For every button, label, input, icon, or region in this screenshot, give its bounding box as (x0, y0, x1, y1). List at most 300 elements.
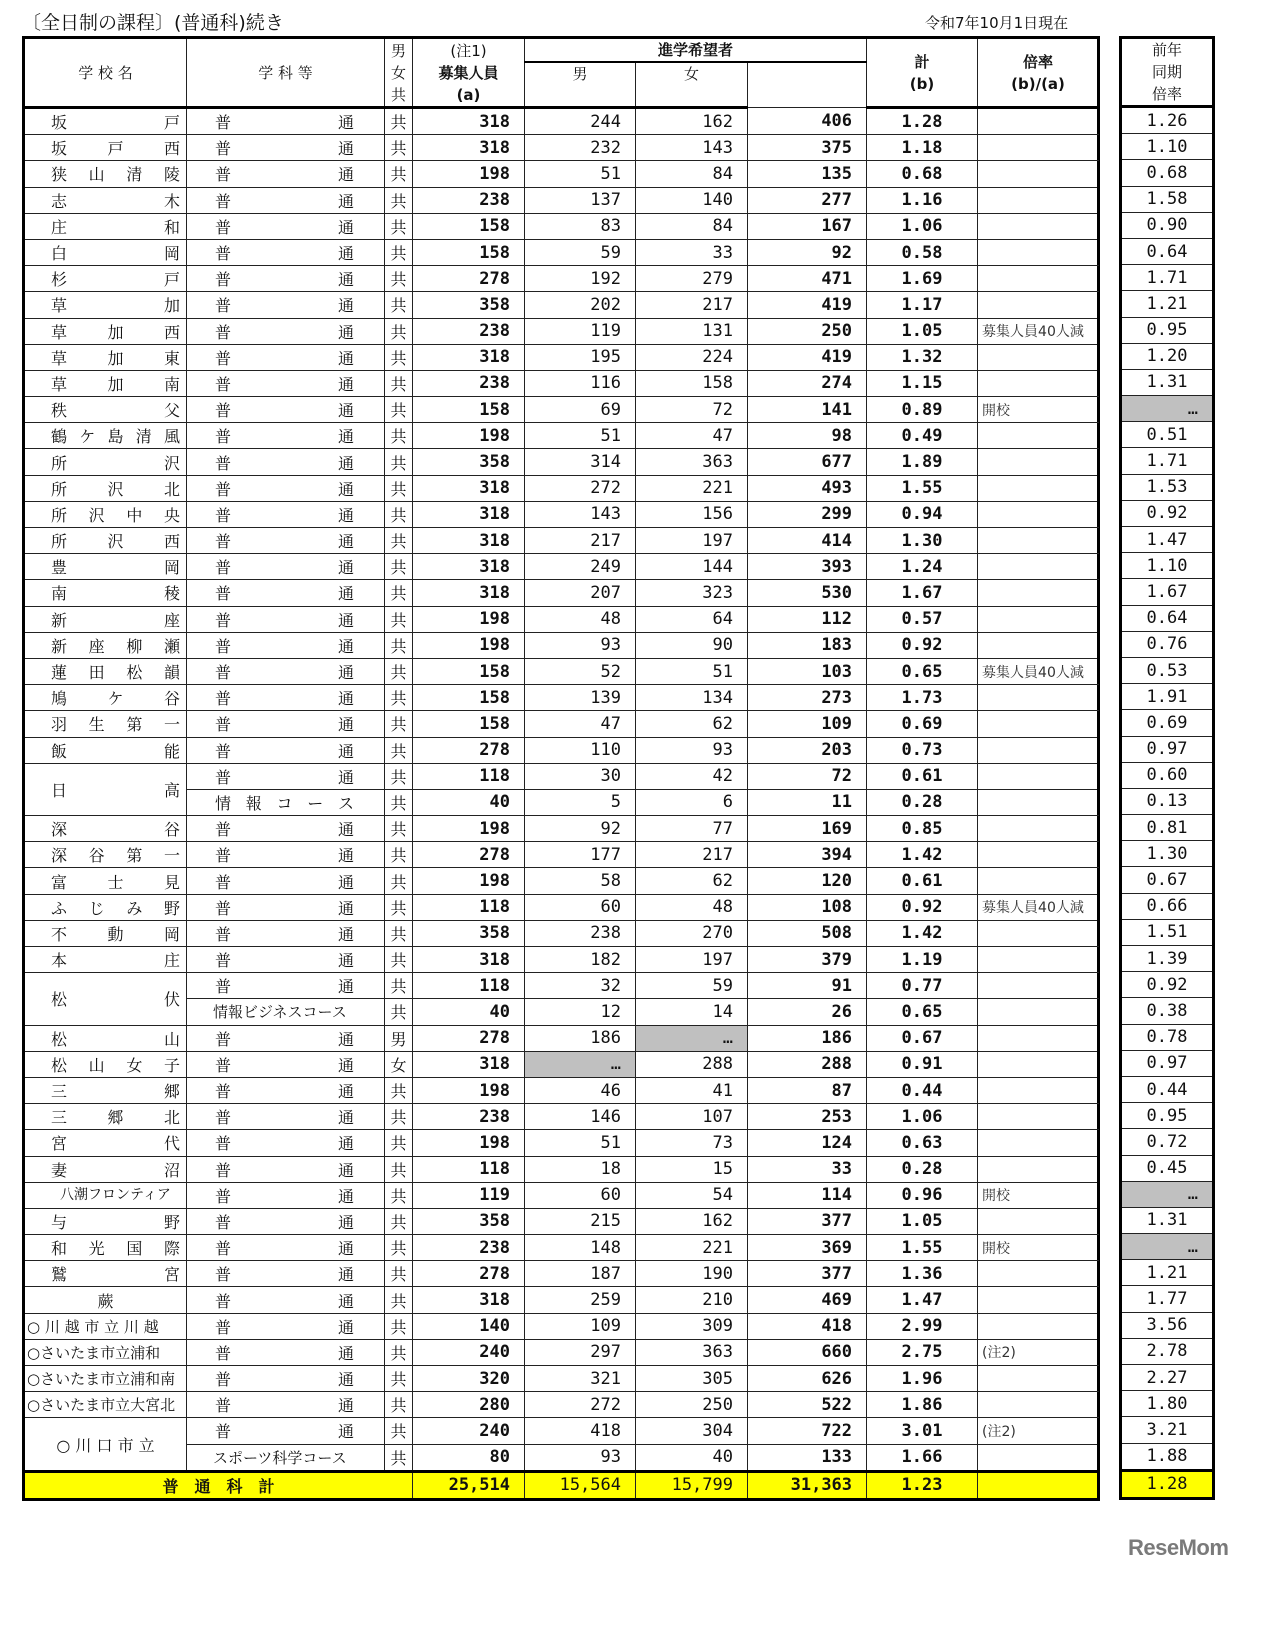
gender-type: 共 (385, 711, 413, 737)
male-applicants: 83 (525, 213, 636, 239)
char: 通 (337, 479, 354, 499)
notes-cell: 開校 (978, 397, 1099, 423)
table-row (24, 868, 1099, 894)
school-name (24, 632, 187, 658)
table-row (24, 1287, 1099, 1313)
notes-cell (978, 842, 1099, 868)
female-applicants: 15 (636, 1156, 748, 1182)
prev-row (1121, 500, 1214, 526)
char: 加 (107, 322, 124, 342)
female-applicants: 363 (636, 1339, 748, 1365)
notes-cell (978, 1313, 1099, 1339)
notes-cell: 開校 (978, 1182, 1099, 1208)
char: 通 (337, 951, 354, 971)
male-applicants: 30 (525, 763, 636, 789)
female-applicants: 221 (636, 1235, 748, 1261)
resemom-watermark-logo: ReseMom (1128, 1535, 1229, 1560)
gender-type: 男 (385, 1025, 413, 1051)
total-applicants: 183 (748, 632, 867, 658)
prev-ratio-value: 1.30 (1121, 841, 1214, 867)
total-applicants: 103 (748, 658, 867, 684)
notes-cell (978, 1025, 1099, 1051)
prev-row (1121, 1443, 1214, 1470)
char: 草 (51, 374, 68, 394)
female-applicants: 279 (636, 266, 748, 292)
total-applicants: 167 (748, 213, 867, 239)
char: 第 (126, 715, 143, 735)
notes-cell (978, 501, 1099, 527)
school-name: ○さいたま市立浦和 (24, 1339, 187, 1365)
total-applicants: 250 (748, 318, 867, 344)
gender-type: 共 (385, 1077, 413, 1103)
department (187, 763, 385, 789)
female-applicants: 40 (636, 1444, 748, 1471)
female-applicants: 84 (636, 161, 748, 187)
char: 谷 (163, 820, 180, 840)
prev-row (1121, 972, 1214, 998)
notes-cell (978, 1156, 1099, 1182)
prev-row (1121, 527, 1214, 553)
male-applicants: 232 (525, 135, 636, 161)
capacity-value: 238 (413, 318, 525, 344)
char: 沢 (107, 479, 124, 499)
prev-row (1121, 762, 1214, 788)
department (187, 501, 385, 527)
char: 子 (163, 1055, 180, 1075)
female-applicants: 48 (636, 894, 748, 920)
prev-ratio-value: 1.77 (1121, 1286, 1214, 1312)
department (187, 1051, 385, 1077)
female-applicants: 158 (636, 370, 748, 396)
table-row (24, 318, 1099, 344)
male-applicants: 314 (525, 449, 636, 475)
total-applicants: 471 (748, 266, 867, 292)
school-name (24, 947, 187, 973)
gender-type: 共 (385, 1287, 413, 1313)
char: 松 (51, 990, 68, 1010)
female-applicants: 221 (636, 475, 748, 501)
male-applicants: 12 (525, 999, 636, 1025)
gender-type: 共 (385, 973, 413, 999)
capacity-value: 278 (413, 842, 525, 868)
char: 普 (215, 1291, 232, 1311)
char: 南 (51, 584, 68, 604)
char: 深 (51, 820, 68, 840)
ratio-value: 1.69 (867, 266, 978, 292)
previous-year-table (1119, 36, 1215, 1500)
school-name: ○さいたま市立大宮北 (24, 1392, 187, 1418)
capacity-value: 278 (413, 1025, 525, 1051)
capacity-value: 198 (413, 816, 525, 842)
char: 見 (163, 872, 180, 892)
table-row (24, 161, 1099, 187)
capacity-value: 318 (413, 580, 525, 606)
total-ratio: 1.23 (867, 1471, 978, 1499)
char: 三 (51, 1082, 68, 1102)
ratio-value: 0.68 (867, 161, 978, 187)
table-row (24, 658, 1099, 684)
school-name (24, 737, 187, 763)
capacity-value: 158 (413, 397, 525, 423)
male-applicants: 119 (525, 318, 636, 344)
capacity-value: 240 (413, 1418, 525, 1444)
char: 羽 (51, 715, 68, 735)
notes-cell (978, 187, 1099, 213)
prev-ratio-value: 0.64 (1121, 238, 1214, 264)
table-row (24, 632, 1099, 658)
capacity-value: 238 (413, 1235, 525, 1261)
char: 通 (337, 217, 354, 237)
male-applicants: 215 (525, 1208, 636, 1234)
school-name (24, 763, 187, 815)
gender-type: 共 (385, 161, 413, 187)
char: 通 (337, 1055, 354, 1075)
char: 沢 (163, 453, 180, 473)
prev-row (1121, 186, 1214, 212)
prev-row (1121, 946, 1214, 972)
gender-type: 共 (385, 266, 413, 292)
notes-cell (978, 475, 1099, 501)
notes-cell (978, 1392, 1099, 1418)
total-applicants: 108 (748, 894, 867, 920)
char: 伏 (163, 990, 180, 1010)
as-of-date: 令和7年10月1日現在 (925, 14, 1069, 32)
char: 妻 (51, 1160, 68, 1180)
capacity-value: 278 (413, 266, 525, 292)
gender-type: 女 (385, 1051, 413, 1077)
department (187, 606, 385, 632)
department (187, 475, 385, 501)
department (187, 1366, 385, 1392)
char: 富 (51, 872, 68, 892)
school-name (24, 213, 187, 239)
gender-type: 共 (385, 1104, 413, 1130)
char: 所 (51, 532, 68, 552)
total-applicants: 419 (748, 292, 867, 318)
char: 木 (163, 191, 180, 211)
total-applicants: 393 (748, 554, 867, 580)
char: 陵 (163, 165, 180, 185)
char: 和 (163, 217, 180, 237)
notes-cell (978, 580, 1099, 606)
gender-type: 共 (385, 947, 413, 973)
char: 普 (215, 1108, 232, 1128)
capacity-value: 158 (413, 213, 525, 239)
prev-row (1121, 107, 1214, 134)
table-row (24, 1104, 1099, 1130)
char: 新 (51, 636, 68, 656)
notes-cell (978, 108, 1099, 135)
prev-row (1121, 160, 1214, 186)
male-applicants: 148 (525, 1235, 636, 1261)
total-label: 普 通 科 計 (24, 1471, 413, 1499)
char: 普 (215, 1029, 232, 1049)
prev-ratio-value: 0.60 (1121, 762, 1214, 788)
prev-ratio-value: 0.44 (1121, 1076, 1214, 1102)
gender-type: 共 (385, 318, 413, 344)
male-applicants: 59 (525, 239, 636, 265)
total-applicants: 406 (748, 108, 867, 135)
ratio-value: 1.06 (867, 213, 978, 239)
char: 東 (163, 348, 180, 368)
prev-ratio-value: 1.39 (1121, 946, 1214, 972)
department (187, 842, 385, 868)
header-ratio-label: 倍率 (1023, 52, 1054, 71)
ratio-value: 0.44 (867, 1077, 978, 1103)
school-name (24, 475, 187, 501)
char: 通 (337, 165, 354, 185)
char: 通 (337, 401, 354, 421)
prev-total-row (1121, 1470, 1214, 1498)
table-row (24, 135, 1099, 161)
female-applicants: 14 (636, 999, 748, 1025)
school-name (24, 973, 187, 1025)
char: 通 (337, 1186, 354, 1206)
header-gender-3: 共 (385, 84, 413, 108)
char: 鳩 (51, 689, 68, 709)
female-applicants: 6 (636, 789, 748, 815)
prev-row (1121, 1312, 1214, 1338)
female-applicants: 288 (636, 1051, 748, 1077)
char: 通 (337, 1160, 354, 1180)
male-applicants: 195 (525, 344, 636, 370)
char: 能 (163, 741, 180, 761)
department (187, 685, 385, 711)
total-applicants: 626 (748, 1366, 867, 1392)
header-total-label: 計 (914, 52, 930, 71)
char: 郷 (107, 1108, 124, 1128)
male-applicants: 5 (525, 789, 636, 815)
male-applicants: 92 (525, 816, 636, 842)
capacity-value: 198 (413, 1130, 525, 1156)
ratio-value: 1.55 (867, 1235, 978, 1261)
table-row (24, 816, 1099, 842)
ratio-value: 0.61 (867, 763, 978, 789)
capacity-value: 358 (413, 920, 525, 946)
prev-row (1121, 1103, 1214, 1129)
char: 宮 (163, 1265, 180, 1285)
capacity-value: 278 (413, 737, 525, 763)
female-applicants: 93 (636, 737, 748, 763)
char: 座 (163, 610, 180, 630)
female-applicants: 144 (636, 554, 748, 580)
department (187, 920, 385, 946)
male-applicants: 46 (525, 1077, 636, 1103)
char: 通 (337, 1317, 354, 1337)
school-name: 蕨 (24, 1287, 187, 1313)
char: 通 (337, 977, 354, 997)
department (187, 370, 385, 396)
total-applicants: 11 (748, 789, 867, 815)
prev-row (1121, 1338, 1214, 1364)
table-row (24, 1339, 1099, 1365)
department (187, 973, 385, 999)
department (187, 449, 385, 475)
char: 和 (51, 1239, 68, 1259)
table-row (24, 973, 1099, 999)
capacity-value: 40 (413, 999, 525, 1025)
male-applicants: 272 (525, 1392, 636, 1418)
char: 南 (163, 374, 180, 394)
char: 岡 (163, 244, 180, 264)
char: 普 (215, 270, 232, 290)
char: 清 (126, 165, 143, 185)
char: 普 (215, 872, 232, 892)
total-applicants: 253 (748, 1104, 867, 1130)
prev-ratio-value: 0.68 (1121, 160, 1214, 186)
char: じ (88, 898, 105, 918)
capacity-value: 318 (413, 135, 525, 161)
ratio-value: 1.96 (867, 1366, 978, 1392)
capacity-value: 318 (413, 1287, 525, 1313)
capacity-value: 318 (413, 947, 525, 973)
char: 松 (126, 663, 143, 683)
department (187, 947, 385, 973)
prev-ratio-value: 0.95 (1121, 317, 1214, 343)
capacity-value: 320 (413, 1366, 525, 1392)
capacity-value: 238 (413, 1104, 525, 1130)
table-row (24, 397, 1099, 423)
table-row (24, 737, 1099, 763)
female-applicants: 77 (636, 816, 748, 842)
capacity-value: 198 (413, 161, 525, 187)
char: 新 (51, 610, 68, 630)
department (187, 1182, 385, 1208)
prev-row (1121, 369, 1214, 395)
total-applicants: 277 (748, 187, 867, 213)
char: 女 (126, 1055, 143, 1075)
school-name: ○ 川 越 市 立 川 越 (24, 1313, 187, 1339)
prev-ratio-value: … (1121, 396, 1214, 422)
prev-ratio-value: 1.21 (1121, 291, 1214, 317)
table-row (24, 763, 1099, 789)
school-name (24, 1235, 187, 1261)
female-applicants: 41 (636, 1077, 748, 1103)
capacity-value: 118 (413, 763, 525, 789)
male-applicants: 217 (525, 528, 636, 554)
capacity-value: 198 (413, 423, 525, 449)
female-applicants: 33 (636, 239, 748, 265)
char: 草 (51, 348, 68, 368)
ratio-value: 0.65 (867, 658, 978, 684)
gender-type: 共 (385, 868, 413, 894)
char: 柳 (126, 636, 143, 656)
male-applicants: 93 (525, 632, 636, 658)
school-name (24, 1104, 187, 1130)
notes-cell (978, 1287, 1099, 1313)
male-applicants: 182 (525, 947, 636, 973)
total-applicants: 109 (748, 711, 867, 737)
school-name (24, 318, 187, 344)
prev-row (1121, 815, 1214, 841)
gender-type: 共 (385, 1156, 413, 1182)
char: 普 (215, 165, 232, 185)
department (187, 894, 385, 920)
female-applicants: 197 (636, 947, 748, 973)
char: 普 (215, 1160, 232, 1180)
prev-row (1121, 736, 1214, 762)
female-applicants: 59 (636, 973, 748, 999)
ratio-value: 1.89 (867, 449, 978, 475)
department (187, 658, 385, 684)
female-applicants: 131 (636, 318, 748, 344)
capacity-value: 358 (413, 1208, 525, 1234)
ratio-value: 1.05 (867, 1208, 978, 1234)
school-name (24, 187, 187, 213)
char: 一 (163, 715, 180, 735)
gender-type: 共 (385, 685, 413, 711)
total-row (24, 1471, 1099, 1499)
notes-cell (978, 947, 1099, 973)
char: 普 (215, 453, 232, 473)
ratio-value: 0.89 (867, 397, 978, 423)
table-row (24, 920, 1099, 946)
male-applicants: 32 (525, 973, 636, 999)
char: 不 (51, 924, 68, 944)
school-name (24, 1156, 187, 1182)
notes-cell (978, 344, 1099, 370)
notes-cell (978, 370, 1099, 396)
char: 普 (215, 1239, 232, 1259)
char: 普 (215, 636, 232, 656)
total-applicants: 369 (748, 1235, 867, 1261)
total-applicants: 203 (748, 737, 867, 763)
female-applicants: 42 (636, 763, 748, 789)
gender-type: 共 (385, 187, 413, 213)
prev-row (1121, 579, 1214, 605)
char: 蓮 (51, 663, 68, 683)
gender-type: 共 (385, 292, 413, 318)
ratio-value: 0.28 (867, 1156, 978, 1182)
gender-type: 共 (385, 397, 413, 423)
char: 普 (215, 898, 232, 918)
header-capacity: 募集人員 (413, 62, 525, 84)
prev-ratio-value: 1.10 (1121, 553, 1214, 579)
total-applicants: 169 (748, 816, 867, 842)
school-name (24, 370, 187, 396)
char: 狭 (51, 165, 68, 185)
department (187, 868, 385, 894)
total-applicants: 141 (748, 397, 867, 423)
char: ス (337, 793, 354, 813)
capacity-value: 318 (413, 1051, 525, 1077)
notes-cell (978, 685, 1099, 711)
gender-type: 共 (385, 1182, 413, 1208)
header-prev-1: 前年 (1121, 38, 1214, 62)
char: 通 (337, 741, 354, 761)
male-applicants: 143 (525, 501, 636, 527)
notes-cell (978, 1130, 1099, 1156)
char: 普 (215, 322, 232, 342)
char: 風 (163, 427, 180, 447)
school-name (24, 397, 187, 423)
notes-cell (978, 266, 1099, 292)
table-row (24, 554, 1099, 580)
total-applicants: 98 (748, 423, 867, 449)
female-applicants: 51 (636, 658, 748, 684)
char: 普 (215, 401, 232, 421)
capacity-value: 318 (413, 554, 525, 580)
female-applicants: 190 (636, 1261, 748, 1287)
header-capacity-note: (注1) (413, 38, 525, 63)
male-applicants: 51 (525, 423, 636, 449)
char: 通 (337, 1212, 354, 1232)
male-applicants: 249 (525, 554, 636, 580)
char: 士 (107, 872, 124, 892)
male-applicants: 58 (525, 868, 636, 894)
ratio-value: 1.16 (867, 187, 978, 213)
total-male: 15,564 (525, 1471, 636, 1499)
